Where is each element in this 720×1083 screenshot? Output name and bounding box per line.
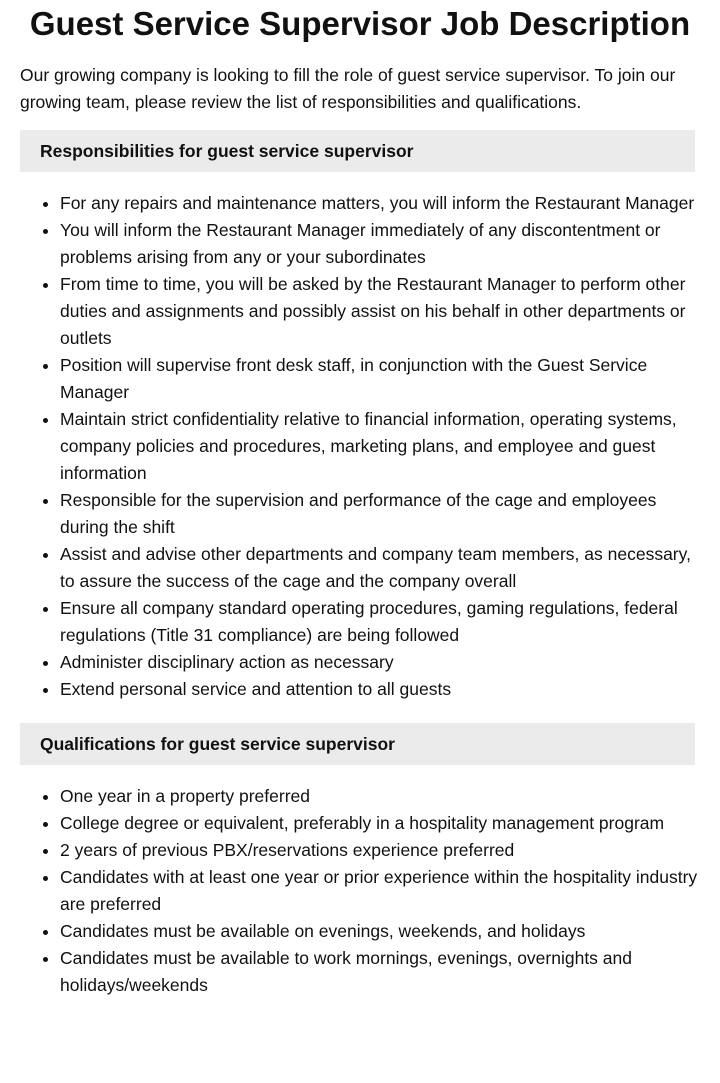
list-item: • 2 years of previous PBX/reservations experience preferred [60,837,700,864]
qualifications-heading: Qualifications for guest service supervisor [20,723,695,765]
list-item: • Administer disciplinary action as necessary [60,649,700,676]
intro-text: Our growing company is looking to fill the role of guest service supervisor. To join our growing team, please review the list of responsibilities and qualifications. [20,65,676,112]
list-item: • Maintain strict confidentiality relative to financial information, operating systems, company policies and procedures, marketing plans, and employee and guest information [60,406,700,487]
list-item: • Ensure all company standard operating procedures, gaming regulations, federal regulations (Title 31 compliance) are being followed [60,595,700,649]
list-item: • Responsible for the supervision and performance of the cage and employees during the shift [60,487,700,541]
list-item: • Candidates must be available to work mornings, evenings, overnights and holidays/weekends [60,945,700,999]
list-item: • College degree or equivalent, preferably in a hospitality management program [60,810,700,837]
list-item: • You will inform the Restaurant Manager immediately of any discontentment or problems arising from any or your subordinates [60,217,700,271]
list-item: • Candidates must be available on evenings, weekends, and holidays [60,918,700,945]
responsibilities-list [0,190,700,703]
list-item: • For any repairs and maintenance matters, you will inform the Restaurant Manager [60,190,700,217]
list-item: • From time to time, you will be asked by the Restaurant Manager to perform other duties and assignments and possibly assist on his behalf in other departments or outlets [60,271,700,352]
list-item: • Extend personal service and attention to all guests [60,676,700,703]
page-title: Guest Service Supervisor Job Description [29,5,691,42]
responsibilities-heading: Responsibilities for guest service supervisor [20,130,695,172]
list-item: • Assist and advise other departments and company team members, as necessary, to assure the success of the cage and the company overall [60,541,700,595]
qualifications-list [0,783,700,999]
list-item: • Candidates with at least one year or prior experience within the hospitality industry are preferred [60,864,700,918]
list-item: • Position will supervise front desk staff, in conjunction with the Guest Service Manager [60,352,700,406]
list-item: • One year in a property preferred [60,783,700,810]
